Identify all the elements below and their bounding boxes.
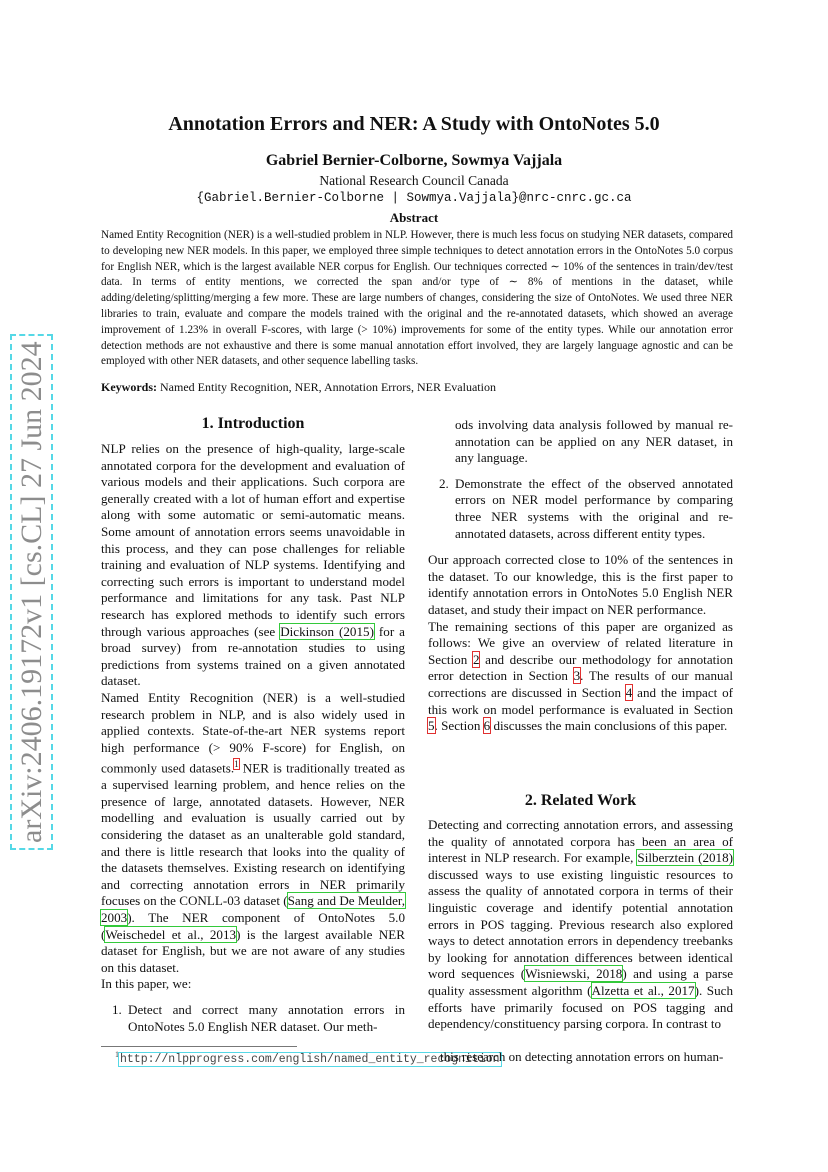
citation-link[interactable]: Weischedel et al., 2013 xyxy=(105,926,237,942)
text-run: ). Such efforts have primarily focused on POS tagging and dependency/constituency parsing corpora. In contrast to xyxy=(428,982,733,1032)
list-item-text: Demonstrate the effect of the observed annotated errors on NER model performance by comparing three NER systems with the original and re-annotated datasets, across different entity types. xyxy=(455,475,733,541)
text-run: Named Entity Recognition (NER) is a well-studied research problem in NLP, and is also widely used in applied contexts. State-of-the-art NER systems report high performance (> 90% F-score) for English, on commonly used datasets. xyxy=(101,689,405,776)
text-run: . The results of our manual corrections are discussed in Section xyxy=(428,668,733,700)
text-run: . Section xyxy=(434,718,484,734)
arxiv-stamp: arXiv:2406.19172v1 [cs.CL] 27 Jun 2024 xyxy=(15,341,48,843)
right-paragraph-2 xyxy=(428,619,733,735)
list-number: 2. xyxy=(439,475,449,491)
related-work-text xyxy=(428,817,733,1033)
text-run: Detecting and correcting annotation errors, and assessing the quality of annotated corpora has been an area of interest in NLP research. For example, xyxy=(428,817,733,866)
right-paragraph-1: Our approach corrected close to 10% of the sentences in the dataset. To our knowledge, this is the first paper to identify annotation errors in OntoNotes 5.0 English NER dataset, and study their impact on NER performance. xyxy=(428,552,733,617)
text-run: discusses the main conclusions of this paper. xyxy=(490,718,728,734)
text-run: and the impact of this work on model performance is evaluated in Section xyxy=(428,684,733,717)
keywords-label: Keywords: xyxy=(101,380,157,394)
section-ref-link[interactable]: 6 xyxy=(483,718,491,734)
related-paragraph-1 xyxy=(428,817,733,1033)
text-run: NER is traditionally treated as a supervised learning problem, and hence relies on the presence of large, annotated datasets. However, NER modelling and evaluation is usually carried out by considering the dataset as an unalterable gold standard, and there is little research that looks into the quality of the datasets themselves. Existing research on identifying and correcting annotation errors in NER primarily focuses on the CONLL-03 dataset ( xyxy=(101,760,405,909)
intro-paragraph-1 xyxy=(101,441,405,690)
contribution-list xyxy=(101,1002,405,1035)
text-run: discussed ways to use existing linguistic resources to assess the quality of annotated corpora in terms of their linguistic coverage and identify potential annotation errors in POS tagging. Previous research also explored ways to detect annotation errors in dependency treebanks by looking for annotation differences between identical word sequences ( xyxy=(428,866,733,982)
section-ref-link[interactable]: 5 xyxy=(428,718,435,734)
text-run: The remaining sections of this paper are organized as follows: We give an overview of related literature in Section xyxy=(428,618,733,667)
intro-paragraph-3: In this paper, we: xyxy=(101,976,192,992)
section-heading-related-work: 2. Related Work xyxy=(524,792,637,809)
footnote-url-link[interactable]: http://nlpprogress.com/english/named_entity_recognition xyxy=(120,1052,500,1066)
section-ref-link[interactable]: 2 xyxy=(472,651,480,667)
right-column-tail-line: this research on detecting annotation errors on human- xyxy=(440,1049,724,1064)
section-heading-introduction: 1. Introduction xyxy=(201,415,305,432)
right-column xyxy=(428,417,733,735)
citation-link[interactable]: Wisniewski, 2018 xyxy=(525,966,623,982)
intro-paragraph-2 xyxy=(101,690,405,976)
author-emails xyxy=(0,189,828,205)
section-ref-link[interactable]: 3 xyxy=(573,668,581,684)
text-run: ) is the largest available NER dataset for English, but we are not aware of any studies on this dataset. xyxy=(101,926,405,975)
paper-title: Annotation Errors and NER: A Study with OntoNotes 5.0 xyxy=(168,113,660,135)
text-run: and describe our methodology for annotation error detection in Section xyxy=(428,651,733,684)
list-item xyxy=(428,417,733,467)
contribution-list-continued xyxy=(428,417,733,542)
footnote-mark: 1 xyxy=(115,1050,119,1059)
text-run: NLP relies on the presence of high-quality, large-scale annotated corpora for the development and evaluation of various models and their applications. Such corpora are generally created with a lot of human effort and expertise along with some automatic or semi-automatic means. Some amount of annotation errors seems unavoidable in this process, and they can pose challenges for reliable training and evaluation of NLP systems. Identifying and correcting such errors is important to understand model performance and limitations for any task. Past NLP research has explored methods to identify such errors through various approaches (see xyxy=(101,441,405,639)
text-run: ) and using a parse quality assessment algorithm ( xyxy=(428,966,733,998)
abstract-heading: Abstract xyxy=(389,210,439,225)
list-number: 1. xyxy=(112,1001,122,1017)
keywords-text: Named Entity Recognition, NER, Annotation Errors, NER Evaluation xyxy=(157,380,496,394)
abstract-text: Named Entity Recognition (NER) is a well-studied problem in NLP. However, there is much less focus on studying NER datasets, compared to developing new NER models. In this paper, we employed three simple techniques to detect annotation errors in the OntoNotes 5.0 corpus for English NER, which is the largest available NER corpus for English. Our techniques corrected ∼ 10% of the sentences in train/dev/test data. In terms of entity mentions, we corrected the span and/or type of ∼ 8% of mentions in the dataset, while adding/deleting/splitting/merging a few more. These are large numbers of changes, considering the size of OntoNotes. We used three NER libraries to train, evaluate and compare the models trained with the original and the re-annotated datasets, which showed an average improvement of 1.23% in overall F-scores, with large (> 10%) improvements for some of the entity types. While our annotation error detection methods are not exhaustive and there is some manual annotation effort involved, they are largely language agnostic and can be employed with other NER datasets, and other sequence labelling tasks. xyxy=(101,229,733,368)
section-ref-link[interactable]: 4 xyxy=(625,684,633,700)
keywords xyxy=(101,380,733,395)
footnote-rule xyxy=(101,1046,297,1047)
email-text: {Gabriel.Bernier-Colborne | Sowmya.Vajjala}@nrc-cnrc.gc.ca xyxy=(196,191,632,205)
list-item-text: Detect and correct many annotation errors in OntoNotes 5.0 English NER dataset. Our meth- xyxy=(128,1001,405,1034)
list-item xyxy=(428,476,733,542)
footnote-link[interactable]: 1 xyxy=(234,759,239,770)
list-item xyxy=(101,1002,405,1035)
left-column xyxy=(101,441,405,1035)
text-run: for a broad survey) from re-annotation studies to using predictions from systems trained on a given annotated dataset. xyxy=(101,623,405,689)
citation-link[interactable]: Silberztein (2018) xyxy=(637,850,734,866)
list-item-text: ods involving data analysis followed by manual re-annotation can be applied on any NER dataset, in any language. xyxy=(455,417,733,466)
authors: Gabriel Bernier-Colborne, Sowmya Vajjala xyxy=(265,152,563,169)
affiliation: National Research Council Canada xyxy=(319,173,509,188)
citation-link[interactable]: Alzetta et al., 2017 xyxy=(591,982,695,998)
citation-link[interactable]: Sang and De Meulder, 2003 xyxy=(101,893,405,925)
text-run: ). The NER component of OntoNotes 5.0 ( xyxy=(101,909,405,942)
citation-link[interactable]: Dickinson (2015) xyxy=(280,623,374,639)
